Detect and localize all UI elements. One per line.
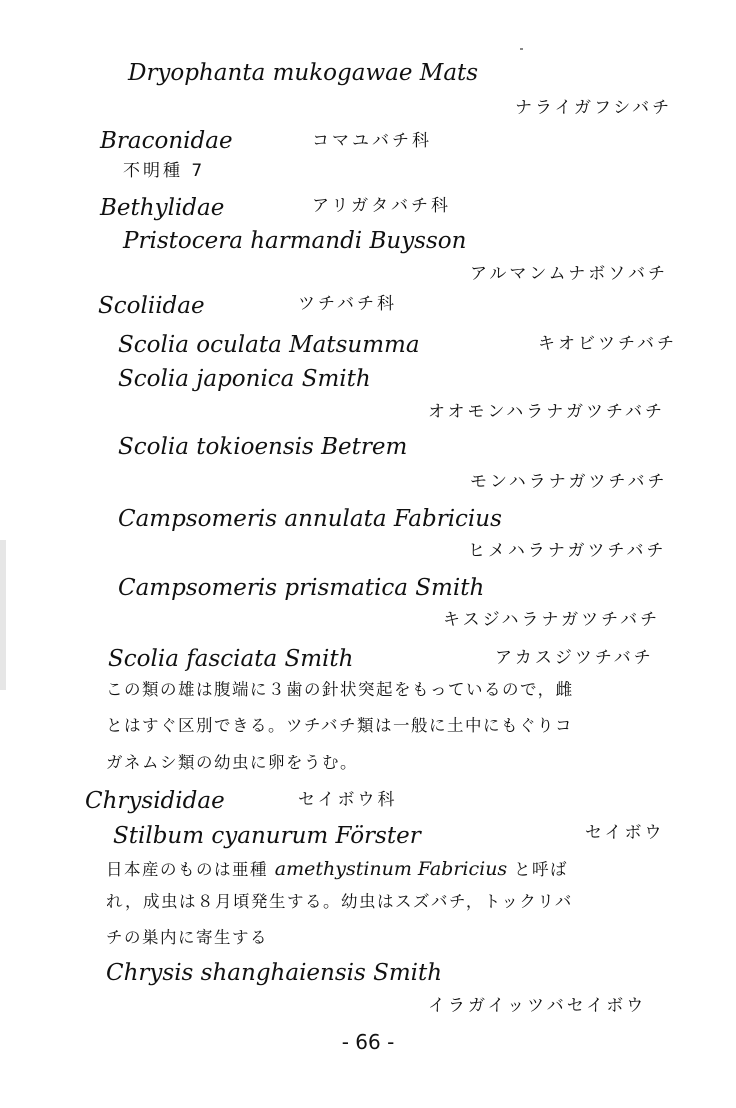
species-stilbum-jp: セイボウ xyxy=(585,823,665,843)
family-chrysididae-latin: Chrysididae xyxy=(85,788,225,814)
species-dryophanta-jp: ナライガフシバチ xyxy=(515,98,673,118)
braconidae-unknown-species: 不明種 7 xyxy=(123,161,206,181)
species-scolia-tokioensis-jp: モンハラナガツチバチ xyxy=(470,472,668,492)
stilbum-note-line-1-a: 日本産のものは亜種 xyxy=(106,860,268,879)
species-scolia-tokioensis-latin: Scolia tokioensis Betrem xyxy=(118,434,408,460)
stilbum-note-line-2: れ，成虫は８月頃発生する。幼虫はスズバチ，トックリバ xyxy=(106,892,573,911)
species-campsomeris-prismatica-latin: Campsomeris prismatica Smith xyxy=(118,575,485,601)
scan-speck xyxy=(520,48,523,50)
family-scoliidae-latin: Scoliidae xyxy=(98,293,205,319)
stilbum-note-line-1 xyxy=(106,860,568,879)
species-stilbum-latin: Stilbum cyanurum Förster xyxy=(113,823,421,849)
species-scolia-oculata-jp: キオビツチバチ xyxy=(538,334,677,354)
scolia-note-line-3: ガネムシ類の幼虫に卵をうむ。 xyxy=(106,753,358,772)
species-chrysis-latin: Chrysis shanghaiensis Smith xyxy=(106,960,443,986)
species-scolia-fasciata-jp: アカスジツチバチ xyxy=(495,648,654,668)
species-pristocera-jp: アルマンムナボソバチ xyxy=(470,264,668,284)
page-number: - 66 - xyxy=(341,1030,395,1054)
species-scolia-japonica-latin: Scolia japonica Smith xyxy=(118,366,371,392)
family-chrysididae-jp: セイボウ科 xyxy=(298,790,398,810)
species-pristocera-latin: Pristocera harmandi Buysson xyxy=(123,228,467,254)
scolia-note-line-2: とはすぐ区別できる。ツチバチ類は一般に土中にもぐりコ xyxy=(106,716,574,735)
family-scoliidae-jp: ツチバチ科 xyxy=(298,294,397,314)
stilbum-note-line-1-c: と呼ば xyxy=(513,860,568,879)
scolia-note-line-1: この類の雄は腹端に３歯の針状突起をもっているので，雌 xyxy=(106,680,574,699)
species-campsomeris-annulata-latin: Campsomeris annulata Fabricius xyxy=(118,506,502,532)
family-bethylidae-latin: Bethylidae xyxy=(100,195,225,221)
family-bethylidae-jp: アリガタバチ科 xyxy=(312,196,451,216)
stilbum-note-subspecies: amethystinum Fabricius xyxy=(274,858,508,880)
species-chrysis-jp: イラガイッツバセイボウ xyxy=(428,996,647,1016)
scan-edge-shadow xyxy=(0,540,6,690)
species-campsomeris-annulata-jp: ヒメハラナガツチバチ xyxy=(468,541,667,561)
species-scolia-oculata-latin: Scolia oculata Matsumma xyxy=(118,332,420,358)
species-dryophanta-latin: Dryophanta mukogawae Mats xyxy=(128,60,479,86)
species-scolia-japonica-jp: オオモンハラナガツチバチ xyxy=(428,402,665,422)
family-braconidae-jp: コマユバチ科 xyxy=(312,131,432,151)
species-scolia-fasciata-latin: Scolia fasciata Smith xyxy=(108,646,354,672)
species-campsomeris-prismatica-jp: キスジハラナガツチバチ xyxy=(443,610,661,630)
stilbum-note-line-3: チの巣内に寄生する xyxy=(106,928,268,947)
family-braconidae-latin: Braconidae xyxy=(100,128,233,154)
